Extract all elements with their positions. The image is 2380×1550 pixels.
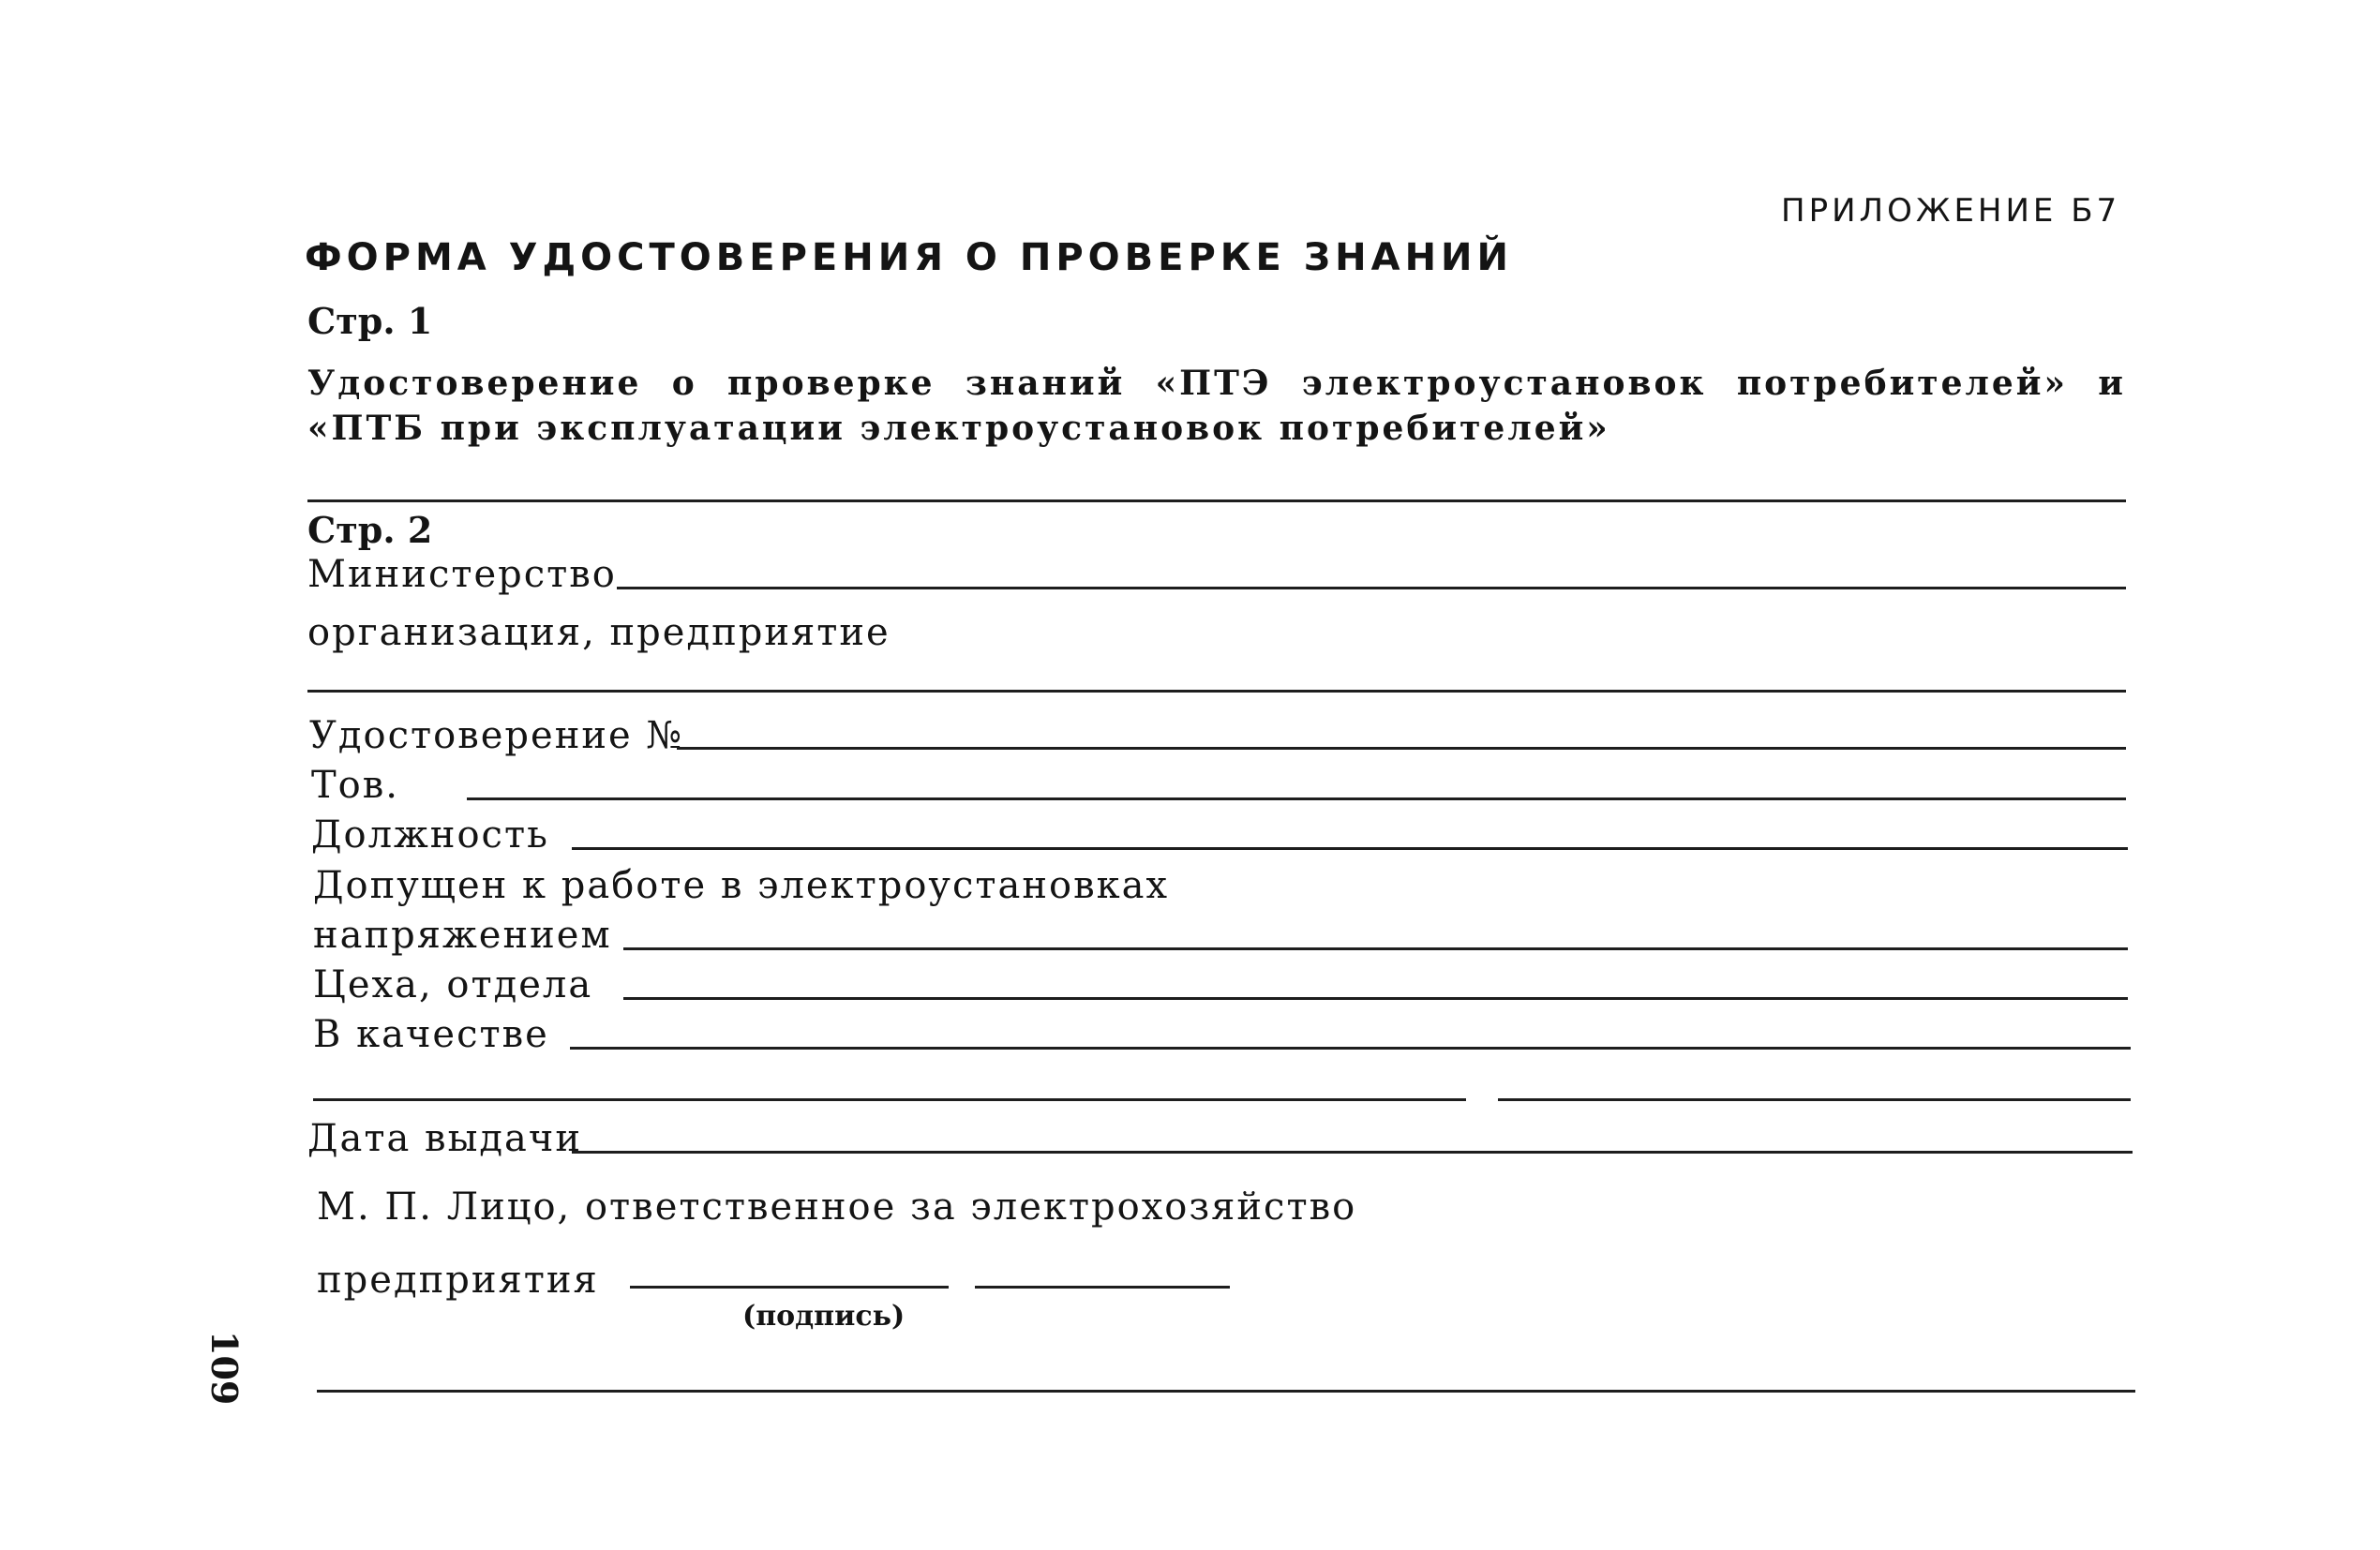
- page1-label: Стр. 1: [307, 300, 433, 342]
- appendix-label: ПРИЛОЖЕНИЕ Б7: [1781, 192, 2121, 230]
- certificate-number-label: Удостоверение №: [309, 714, 684, 757]
- responsible-person-label: М. П. Лицо, ответственное за электрохозяйство: [317, 1185, 1357, 1229]
- page-number: 109: [203, 1331, 246, 1406]
- bottom-rule: [317, 1390, 2135, 1393]
- comrade-label: Тов.: [311, 764, 399, 807]
- workshop-field[interactable]: [623, 997, 2128, 1000]
- page1-separator: [307, 499, 2126, 502]
- voltage-field[interactable]: [623, 947, 2128, 950]
- capacity-field[interactable]: [570, 1047, 2131, 1050]
- capacity-field-continuation-left[interactable]: [313, 1098, 1466, 1101]
- position-field[interactable]: [572, 847, 2128, 850]
- signature-field-right[interactable]: [975, 1286, 1230, 1289]
- position-label: Должность: [311, 813, 549, 857]
- capacity-label: В качестве: [313, 1013, 549, 1056]
- intro-text: Удостоверение о проверке знаний «ПТЭ электроустановок потребителей» и «ПТБ при эксплуатации электроустановок потребителей»: [307, 364, 2126, 448]
- page-title: ФОРМА УДОСТОВЕРЕНИЯ О ПРОВЕРКЕ ЗНАНИЙ: [305, 236, 1514, 279]
- capacity-field-continuation-right[interactable]: [1498, 1098, 2131, 1101]
- ministry-label: Министерство: [307, 553, 617, 596]
- certificate-number-field[interactable]: [677, 747, 2126, 750]
- enterprise-label: предприятия: [317, 1259, 599, 1302]
- organization-field[interactable]: [307, 690, 2126, 693]
- comrade-field[interactable]: [467, 797, 2126, 800]
- signature-field-left[interactable]: [630, 1286, 949, 1289]
- organization-label: организация, предприятие: [307, 611, 891, 654]
- admitted-label: Допущен к работе в электроустановках: [313, 864, 1169, 907]
- issue-date-field[interactable]: [572, 1151, 2133, 1154]
- workshop-label: Цеха, отдела: [313, 963, 593, 1006]
- ministry-field[interactable]: [617, 587, 2126, 589]
- voltage-label: напряжением: [313, 914, 612, 957]
- issue-date-label: Дата выдачи: [307, 1117, 582, 1160]
- signature-caption: (подпись): [742, 1300, 906, 1333]
- page2-label: Стр. 2: [307, 509, 433, 551]
